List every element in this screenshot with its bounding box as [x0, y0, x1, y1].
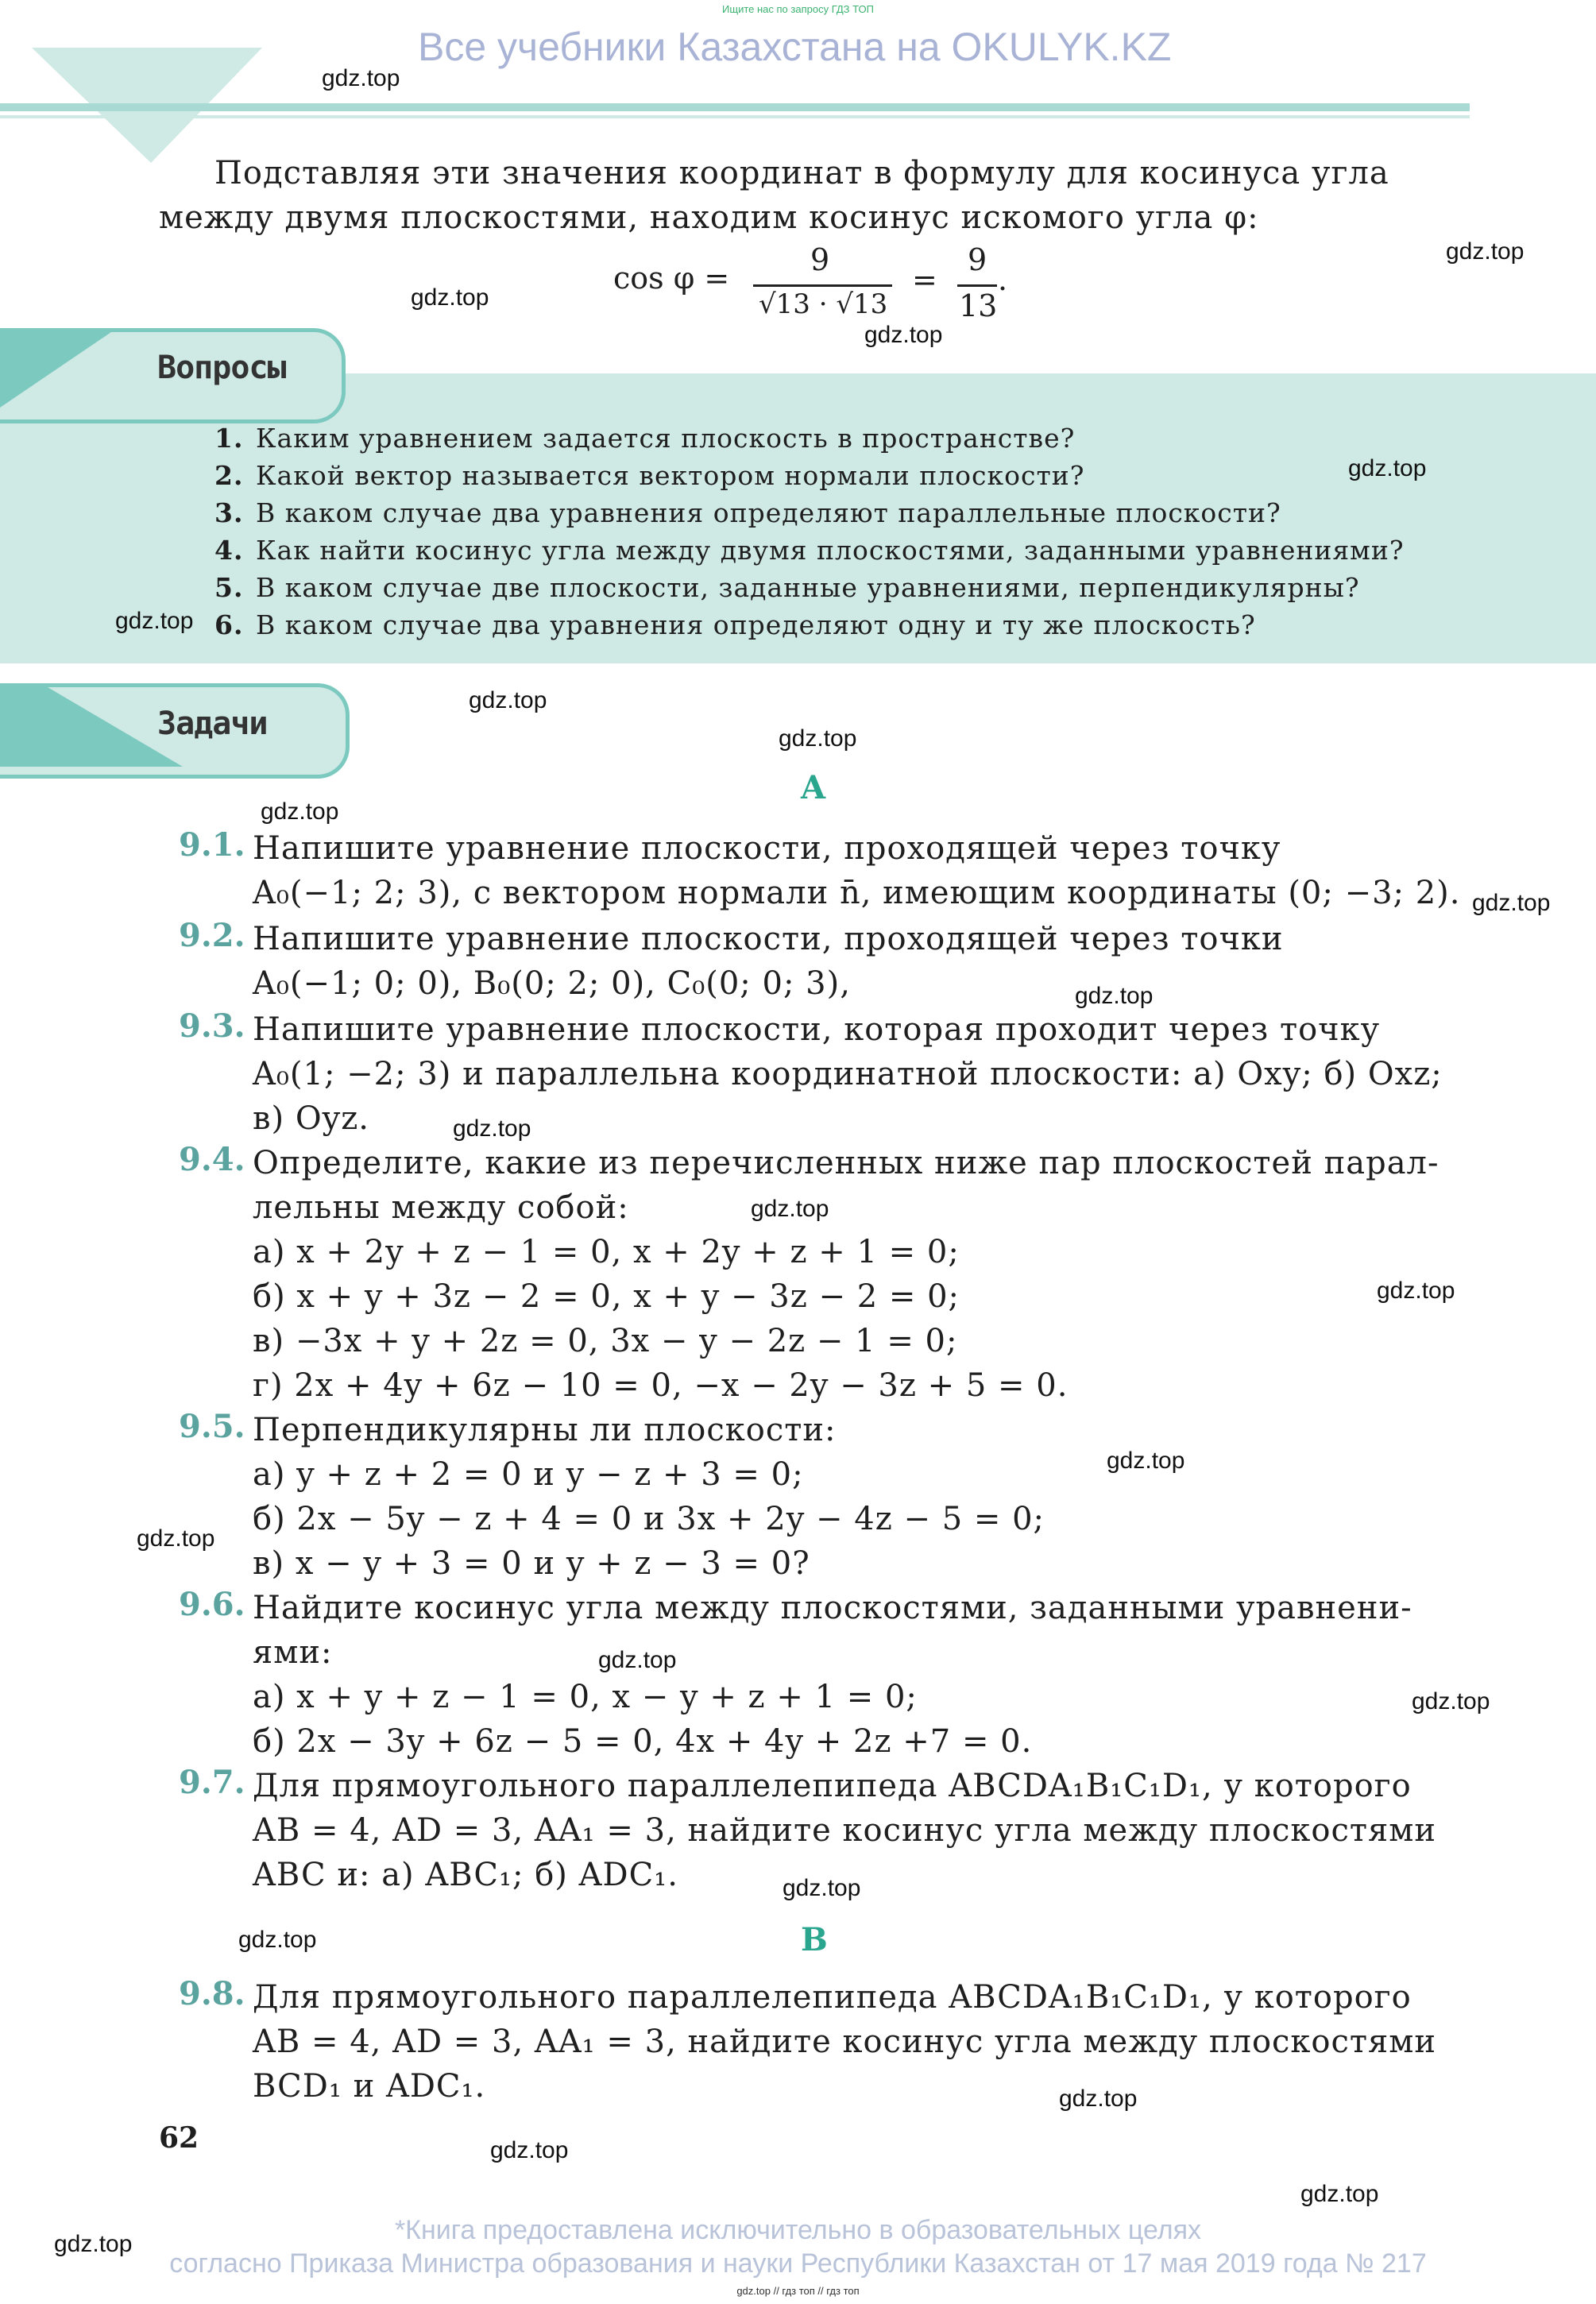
question-item: 5. В каком случае две плоскости, заданные уравнениями, перпендикулярны?	[214, 572, 1360, 603]
footer-line-2: согласно Приказа Министра образования и науки Республики Казахстан от 17 мая 2019 года № 217	[169, 2248, 1427, 2279]
question-item: 4. Как найти косинус угла между двумя плоскостями, заданными уравнениями?	[214, 535, 1405, 566]
watermark: gdz.top	[411, 284, 489, 311]
problem-9-2: 9.2. Напишите уравнение плоскости, проходящей через точки A₀(−1; 0; 0), B₀(0; 2; 0), C₀(0; 0; 3),	[179, 917, 1284, 1002]
watermark: gdz.top	[469, 687, 547, 713]
watermark: gdz.top	[137, 1525, 215, 1552]
fraction-bar-2	[957, 284, 997, 287]
watermark: gdz.top	[779, 725, 857, 752]
watermark: gdz.top	[54, 2231, 133, 2257]
watermark: gdz.top	[598, 1647, 677, 1673]
questions-tab-accent	[0, 332, 143, 412]
formula-end: .	[998, 262, 1008, 297]
watermark: gdz.top	[490, 2137, 569, 2163]
footer-line-1: *Книга предоставлена исключительно в образовательных целях	[394, 2215, 1202, 2245]
watermark: gdz.top	[751, 1196, 829, 1222]
questions-list	[214, 419, 1486, 644]
watermark: gdz.top	[1377, 1278, 1455, 1304]
watermark: gdz.top	[115, 608, 194, 634]
watermark: gdz.top	[1107, 1448, 1185, 1474]
formula-lhs: cos φ =	[613, 261, 730, 296]
formula-num-1: 9	[810, 242, 830, 277]
watermark: gdz.top	[1446, 238, 1525, 265]
tasks-heading: Задачи	[157, 706, 268, 742]
problem-9-7: 9.7. Для прямоугольного параллелепипеда ABCDA₁B₁C₁D₁, у которого AB = 4, AD = 3, AA₁ = 3, найдите косинус угла между плоскостями ABC и: а) ABC₁; б) ADC₁.	[179, 1764, 1437, 1893]
fraction-bar-1	[753, 284, 892, 287]
section-b-label: B	[801, 1921, 828, 1958]
problem-9-4: 9.4. Определите, какие из перечисленных ниже пар плоскостей парал- лельны между собой: а) x + 2y + z − 1 = 0, x + 2y + z + 1 = 0; б) x + y + 3z − 2 = 0, x + y − 3z − 2 = 0; в) −3x + y + 2z = 0, 3x − y − 2z − 1 = 0; г) 2x + 4y + 6z − 10 = 0, −x − 2y − 3z + 5 = 0.	[179, 1141, 1439, 1404]
intro-line-2: между двумя плоскостями, находим косинус искомого угла φ:	[159, 199, 1259, 236]
question-item: 3. В каком случае два уравнения определяют параллельные плоскости?	[214, 497, 1281, 528]
footer-line-3: gdz.top // гдз топ // гдз топ	[736, 2285, 860, 2297]
section-a-label: A	[801, 769, 826, 806]
watermark: gdz.top	[453, 1115, 531, 1142]
problem-9-8: 9.8. Для прямоугольного параллелепипеда ABCDA₁B₁C₁D₁, у которого AB = 4, AD = 3, AA₁ = 3, найдите косинус угла между плоскостями BCD₁ и ADC₁.	[179, 1975, 1437, 2105]
watermark: gdz.top	[238, 1927, 317, 1953]
formula-num-2: 9	[968, 242, 987, 277]
intro-line-1: Подставляя эти значения координат в формулу для косинуса угла	[214, 155, 1389, 191]
watermark: gdz.top	[1412, 1688, 1490, 1714]
watermark: gdz.top	[1348, 455, 1427, 481]
top-search-note: Ищите нас по запросу ГДЗ ТОП	[722, 3, 874, 15]
problem-9-5: 9.5. Перпендикулярны ли плоскости: а) y + z + 2 = 0 и y − z + 3 = 0; б) 2x − 5y − z + 4 = 0 и 3x + 2y − 4z − 5 = 0; в) x − y + 3 = 0 и y + z − 3 = 0?	[179, 1408, 1045, 1582]
formula-den-2: 13	[959, 288, 998, 323]
site-title: Все учебники Казахстана на OKULYK.KZ	[418, 25, 1172, 69]
watermark: gdz.top	[864, 322, 943, 348]
page-number: 62	[159, 2121, 199, 2155]
problem-9-1: 9.1. Напишите уравнение плоскости, проходящей через точку A₀(−1; 2; 3), с вектором нормали n̄, имеющим координаты (0; −3; 2).	[179, 826, 1461, 911]
watermark: gdz.top	[783, 1875, 861, 1901]
problem-9-6: 9.6. Найдите косинус угла между плоскостями, заданными уравнени- ями: а) x + y + z − 1 = 0, x − y + z + 1 = 0; б) 2x − 3y + 6z − 5 = 0, 4x + 4y + 2z +7 = 0.	[179, 1586, 1412, 1760]
watermark: gdz.top	[1300, 2181, 1379, 2207]
watermark: gdz.top	[1075, 983, 1154, 1009]
question-item: 2. Какой вектор называется вектором нормали плоскости?	[214, 460, 1085, 491]
header-decoration	[0, 0, 1596, 175]
question-item: 6. В каком случае два уравнения определяют одну и ту же плоскость?	[214, 609, 1256, 640]
questions-heading: Вопросы	[157, 350, 286, 386]
problem-9-3: 9.3. Напишите уравнение плоскости, которая проходит через точку A₀(1; −2; 3) и параллельна координатной плоскости: а) Oxy; б) Oxz; в) Oyz.	[179, 1007, 1443, 1137]
question-item: 1. Каким уравнением задается плоскость в пространстве?	[214, 423, 1076, 454]
watermark: gdz.top	[1059, 2086, 1138, 2112]
formula-den-1: √13 · √13	[759, 288, 888, 320]
watermark: gdz.top	[261, 798, 339, 825]
formula-eq: =	[912, 262, 937, 297]
watermark: gdz.top	[1472, 890, 1551, 916]
watermark: gdz.top	[322, 65, 400, 91]
